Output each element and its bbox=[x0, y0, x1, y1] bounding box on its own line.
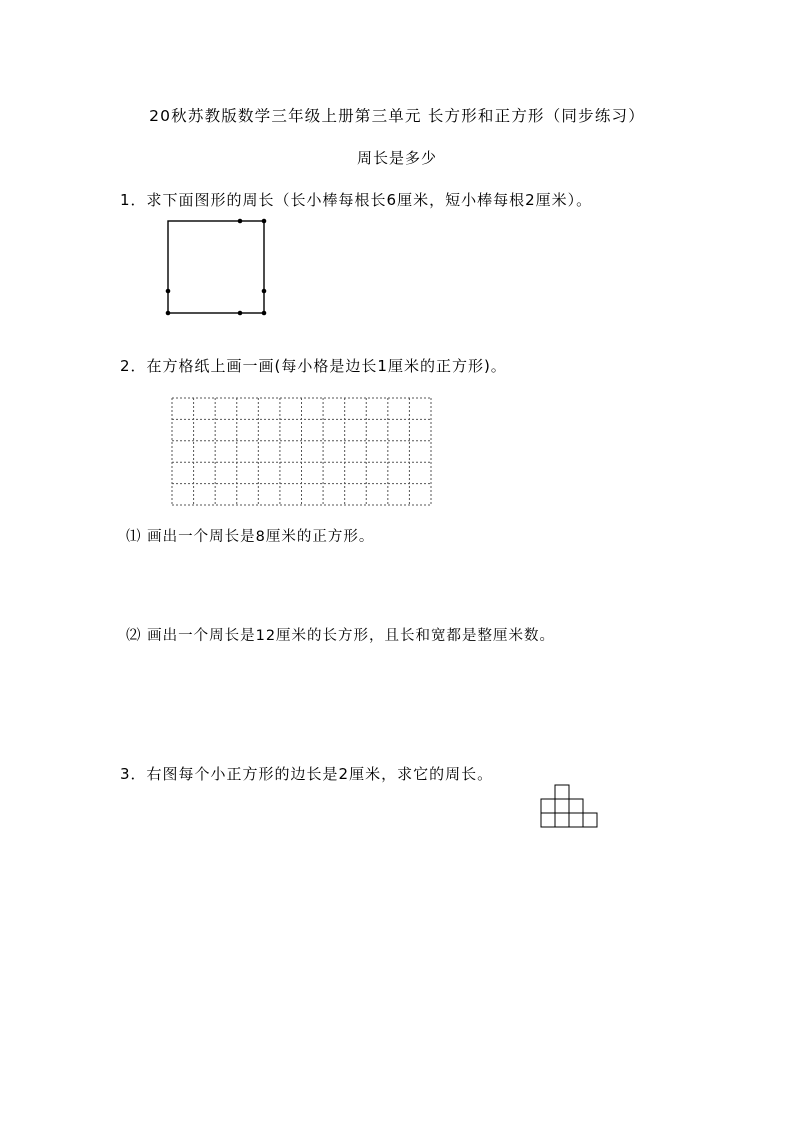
stick-joint-dot bbox=[238, 311, 243, 316]
small-square bbox=[583, 813, 597, 827]
stick-joint-dot bbox=[166, 311, 171, 316]
small-square bbox=[555, 785, 569, 799]
question-1-text: 1．求下面图形的周长（长小棒每根长6厘米，短小棒每根2厘米）。 bbox=[120, 191, 593, 209]
small-square bbox=[541, 813, 555, 827]
stick-joint-dot bbox=[262, 219, 267, 224]
small-square bbox=[555, 799, 569, 813]
stick-joint-dot bbox=[238, 219, 243, 224]
question-2-part-2-text: ⑵ 画出一个周长是12厘米的长方形，且长和宽都是整厘米数。 bbox=[126, 628, 556, 644]
question-3-text: 3．右图每个小正方形的边长是2厘米，求它的周长。 bbox=[120, 765, 494, 783]
question-2-text: 2．在方格纸上画一画(每小格是边长1厘米的正方形)。 bbox=[120, 357, 507, 375]
page-subtitle: 周长是多少 bbox=[356, 149, 437, 167]
stick-joint-dot bbox=[166, 289, 171, 294]
question-2-part-1-text: ⑴ 画出一个周长是8厘米的正方形。 bbox=[126, 529, 375, 545]
small-square bbox=[569, 813, 583, 827]
stick-joint-dot bbox=[262, 289, 267, 294]
small-square bbox=[555, 813, 569, 827]
page-title: 20秋苏教版数学三年级上册第三单元 长方形和正方形（同步练习） bbox=[149, 107, 645, 125]
small-square bbox=[569, 799, 583, 813]
small-square bbox=[541, 799, 555, 813]
stick-joint-dot bbox=[262, 311, 267, 316]
